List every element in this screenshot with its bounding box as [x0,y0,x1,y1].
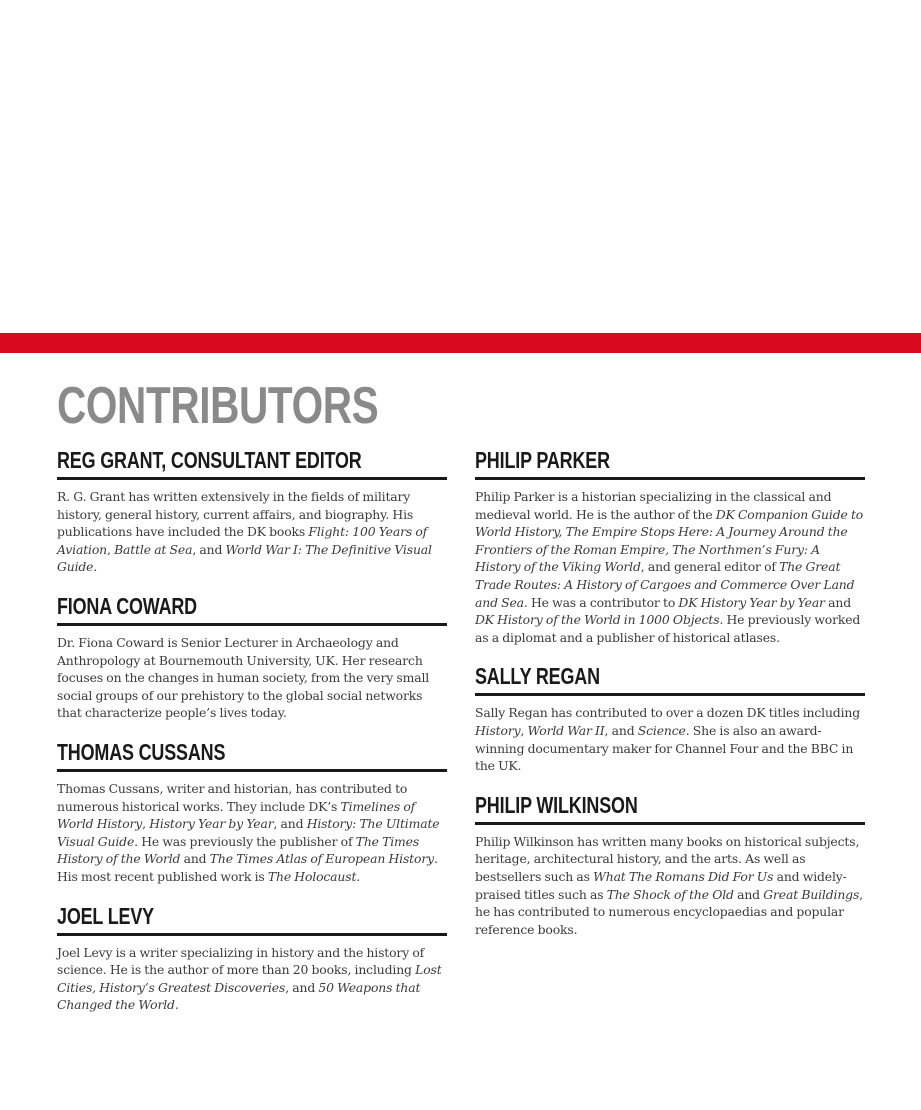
bio-text: and [733,886,764,902]
bio-text: . [174,997,179,1013]
bio-text: Philip Wilkinson has written many books on historical subjects, heritage, architectural history, and the arts. As well as bestsellers such as [475,833,860,884]
bio-text: . He was previously the publisher of [134,833,356,849]
book-title: World War II [527,722,605,738]
bio-text: , [106,541,115,557]
contributor-name: JOEL LEVY [57,902,154,929]
book-title: Great Buildings [763,886,860,902]
contributor-entry [57,593,447,722]
bio-text: , and general editor of [640,559,780,575]
contributor-name: SALLY REGAN [475,663,600,690]
book-title: History: The Ultimate Visual Guide [57,816,440,849]
book-title: World War I: The Definitive Visual Guide [57,541,432,575]
book-title: The Holocaust [267,868,357,884]
bio-text: . His most recent published work is [57,851,438,884]
book-title: The Times Atlas of European History [209,851,434,867]
bio-text: Dr. Fiona Coward is Senior Lecturer in Archaeology and Anthropology at Bournemouth University, UK. Her research focuses on the changes in human society, from the very small social groups of our prehistory to the global social networks that characterize people’s lives today. [57,634,430,721]
bio-text: , [142,816,150,832]
book-title: 50 Weapons that Changed the World [57,979,421,1013]
book-title: Science [637,722,686,738]
bio-text: , and [285,979,319,995]
book-title: What The Romans Did For Us [593,868,774,884]
contributor-name: REG GRANT, CONSULTANT EDITOR [57,447,362,473]
contributor-entry [57,903,447,1014]
book-title: DK History of the World in 1000 Objects [475,612,720,628]
contributors-column-left [57,447,447,1031]
bio-text: . She is also an award-winning documentary maker for Channel Four and the BBC in the UK. [475,722,854,774]
book-title: Timelines of World History [57,798,416,832]
bio-text: , he has contributed to numerous encyclopaedias and popular reference books. [475,886,863,937]
book-title: The Times History of the World [57,833,420,867]
book-title: The Shock of the Old [606,886,734,902]
contributor-name-heading [475,663,865,696]
contributor-name-heading [57,593,447,626]
bio-text: . He previously worked as a diplomat and a publisher of historical atlases. [475,612,861,645]
contributor-name: THOMAS CUSSANS [57,738,226,765]
bio-text: and widely-praised titles such as [475,868,847,902]
contributor-bio [475,488,865,646]
contributor-bio [57,780,447,886]
red-accent-band [0,333,921,353]
bio-text: . He was a contributor to [523,594,679,610]
contributor-name-heading [475,792,865,825]
bio-text: . [356,868,361,884]
bio-text: , [520,722,528,738]
contributor-name-heading [57,903,447,936]
bio-text: Thomas Cussans, writer and historian, has contributed to numerous historical works. They include DK’s [57,780,408,814]
book-title: DK History Year by Year [678,594,825,610]
contributor-bio [57,488,447,576]
book-title: DK Companion Guide to World History, The Empire Stops Here: A Journey Around the Frontiers of the Roman Empire, The Northmen’s Fury: A History of the Viking World [475,506,864,575]
bio-text: and [180,851,210,867]
contributor-name-heading [475,447,865,480]
contributor-entry [57,447,447,576]
page-title: CONTRIBUTORS [57,377,379,435]
contributor-name: FIONA COWARD [57,592,197,619]
bio-text: Joel Levy is a writer specializing in history and the history of science. He is the author of more than 20 books, including [57,944,425,978]
bio-text: Philip Parker is a historian specializing in the classical and medieval world. He is the author of the [475,489,832,522]
contributors-column-right [475,447,865,955]
book-title: History [475,722,521,738]
bio-text: , and [273,816,307,832]
contributor-entry [475,663,865,774]
book-title: Lost Cities, History’s Greatest Discoveries [57,962,442,995]
book-title: The Great Trade Routes: A History of Cargoes and Commerce Over Land and Sea [475,559,855,610]
bio-text: . [93,559,98,575]
bio-text: Sally Regan has contributed to over a dozen DK titles including [475,705,860,721]
book-title: Battle at Sea [114,541,193,557]
bio-text: and [824,594,851,610]
contributor-entry [475,447,865,646]
contributor-name: PHILIP WILKINSON [475,791,638,818]
bio-text: , and [192,541,226,557]
contributor-bio [57,634,447,722]
contributor-name-heading [57,447,447,480]
contributor-bio [475,704,865,774]
bio-text: R. G. Grant has written extensively in the fields of military history, general history, current affairs, and biography. His publications have included the DK books [57,489,414,540]
contributor-bio [475,833,865,939]
bio-text: , and [604,722,638,738]
contributor-bio [57,944,447,1014]
contributor-name-heading [57,739,447,772]
book-title: History Year by Year [149,816,274,832]
contributor-name: PHILIP PARKER [475,447,610,473]
contributor-entry [57,739,447,886]
contributor-entry [475,792,865,939]
book-title: Flight: 100 Years of Aviation [57,524,428,557]
